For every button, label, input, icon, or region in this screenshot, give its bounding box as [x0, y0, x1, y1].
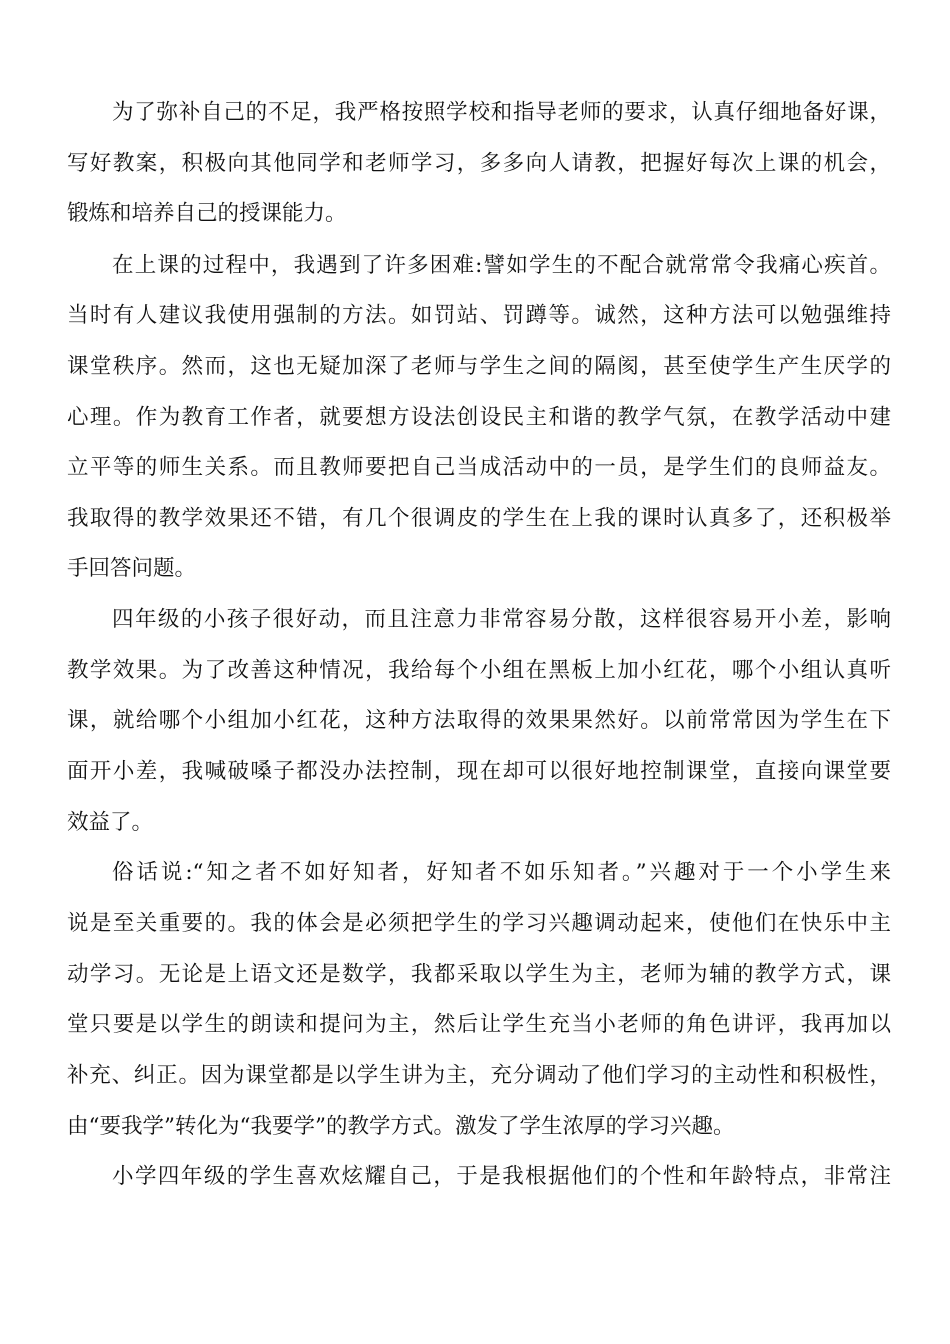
paragraph-2-line-7: 手回答问题。	[67, 556, 197, 581]
paragraph-3-line-2: 教学效果。为了改善这种情况，我给每个小组在黑板上加小红花，哪个小组认真听	[67, 658, 891, 683]
paragraph-3-line-5: 效益了。	[67, 810, 154, 835]
paragraph-1-line-3: 锻炼和培养自己的授课能力。	[67, 201, 347, 226]
paragraph-4-line-1: 俗话说:“知之者不如好知者，好知者不如乐知者。”兴趣对于一个小学生来	[112, 860, 891, 885]
paragraph-1-line-1: 为了弥补自己的不足，我严格按照学校和指导老师的要求，认真仔细地备好课，	[112, 100, 891, 125]
paragraph-4-line-6: 由“要我学”转化为“我要学”的教学方式。激发了学生浓厚的学习兴趣。	[67, 1114, 735, 1139]
paragraph-3-line-4: 面开小差，我喊破嗓子都没办法控制，现在却可以很好地控制课堂，直接向课堂要	[67, 759, 891, 784]
paragraph-4-line-2: 说是至关重要的。我的体会是必须把学生的学习兴趣调动起来，使他们在快乐中主	[67, 911, 891, 936]
paragraph-2-line-4: 心理。作为教育工作者，就要想方设法创设民主和谐的教学气氛，在教学活动中建	[67, 405, 891, 430]
paragraph-2-line-6: 我取得的教学效果还不错，有几个很调皮的学生在上我的课时认真多了，还积极举	[67, 506, 891, 531]
paragraph-4-line-3: 动学习。无论是上语文还是数学，我都采取以学生为主，老师为辅的教学方式，课	[67, 962, 891, 987]
paragraph-2-line-3: 课堂秩序。然而，这也无疑加深了老师与学生之间的隔阂，甚至使学生产生厌学的	[67, 354, 891, 379]
paragraph-4-line-4: 堂只要是以学生的朗读和提问为主，然后让学生充当小老师的角色讲评，我再加以	[67, 1012, 891, 1037]
paragraph-3-line-3: 课，就给哪个小组加小红花，这种方法取得的效果果然好。以前常常因为学生在下	[67, 708, 891, 733]
paragraph-2-line-1: 在上课的过程中，我遇到了许多困难:譬如学生的不配合就常常令我痛心疾首。	[112, 253, 891, 278]
paragraph-3-line-1: 四年级的小孩子很好动，而且注意力非常容易分散，这样很容易开小差，影响	[112, 607, 891, 632]
paragraph-4-line-5: 补充、纠正。因为课堂都是以学生讲为主，充分调动了他们学习的主动性和积极性，	[67, 1063, 891, 1088]
paragraph-1-line-2: 写好教案，积极向其他同学和老师学习，多多向人请教，把握好每次上课的机会，	[67, 151, 891, 176]
paragraph-2-line-5: 立平等的师生关系。而且教师要把自己当成活动中的一员，是学生们的良师益友。	[67, 455, 891, 480]
paragraph-2-line-2: 当时有人建议我使用强制的方法。如罚站、罚蹲等。诚然，这种方法可以勉强维持	[67, 303, 891, 328]
paragraph-5-line-1: 小学四年级的学生喜欢炫耀自己，于是我根据他们的个性和年龄特点，非常注	[112, 1164, 891, 1189]
